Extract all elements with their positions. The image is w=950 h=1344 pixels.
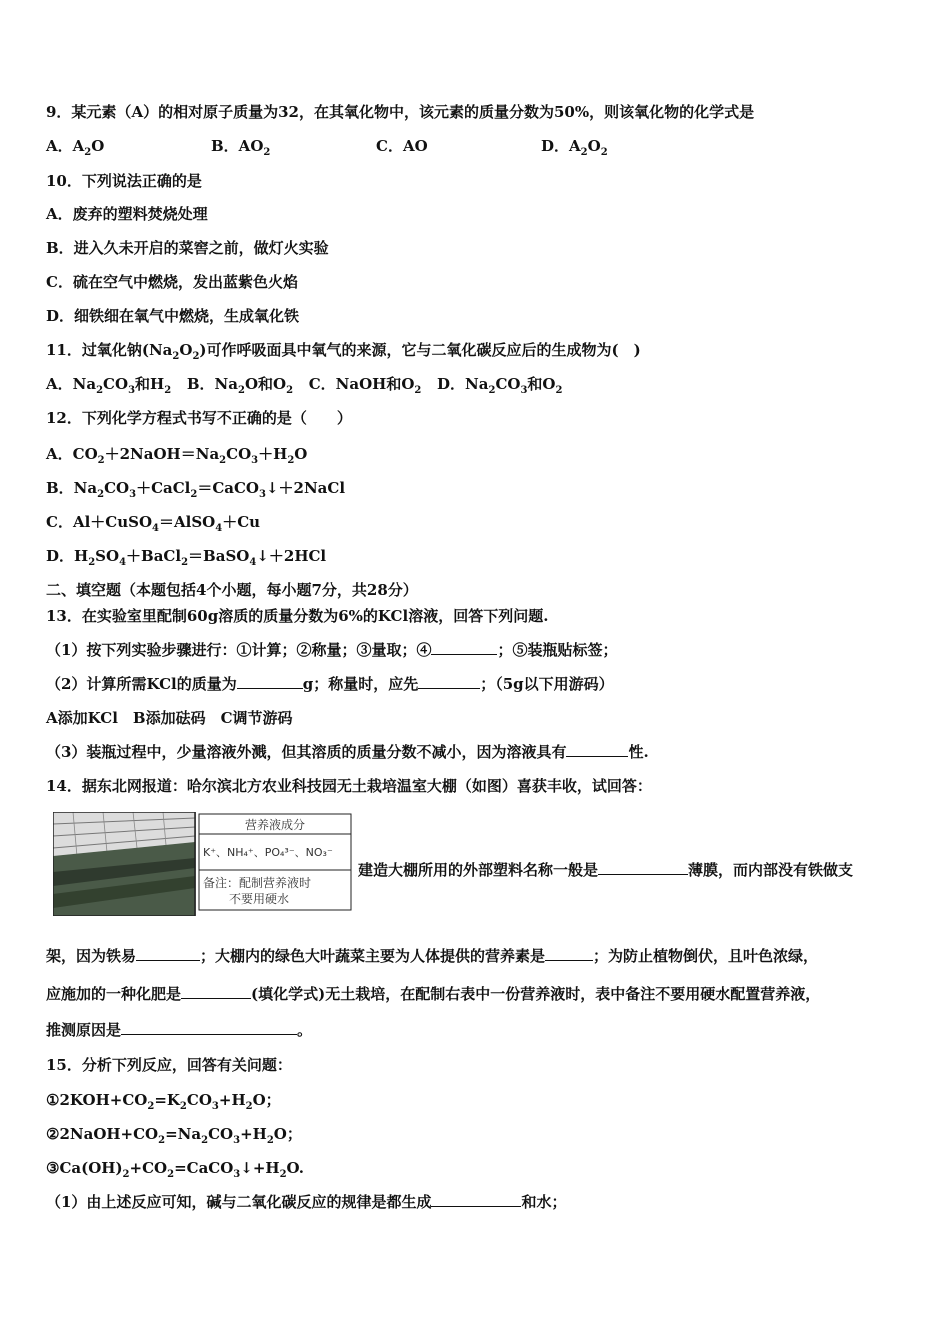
- q14-line-4: 推测原因是 。: [46, 1021, 313, 1039]
- q10-option-b: B．进入久未开启的菜窖之前，做灯火实验: [46, 239, 329, 257]
- q10-option-d: D．细铁细在氧气中燃烧，生成氧化铁: [46, 307, 300, 325]
- q14-blank-4[interactable]: [181, 984, 251, 999]
- q9-stem: 9．某元素（A）的相对原子质量为32，在其氧化物中，该元素的质量分数为50%，则该氧化物的化学式是: [46, 103, 755, 121]
- q13-stem: 13．在实验室里配制60g溶质的质量分数为6%的KCl溶液，回答下列问题.: [46, 607, 549, 625]
- q14-blank-1[interactable]: [598, 860, 688, 875]
- section-heading: 二、填空题（本题包括4个小题，每小题7分，共28分）: [46, 581, 418, 599]
- q14-stem: 14．据东北网报道：哈尔滨北方农业科技园无土栽培温室大棚（如图）喜获丰收，试回答：: [46, 777, 652, 795]
- q15-reaction-1: $①2KOH+CO_2=K_2CO_3+H_2O$；: [46, 1091, 281, 1112]
- q14-line-2: 架，因为铁易 ；大棚内的绿色大叶蔬菜主要为人体提供的营养素是 ；为防止植物倒伏，且叶色浓绿，: [46, 947, 819, 965]
- q14-line-3: 应施加的一种化肥是 (填化学式)无土栽培，在配制右表中一份营养液时，表中备注不要用硬水配置营养液，: [46, 985, 821, 1003]
- q9-option-c: C．AO: [376, 137, 428, 155]
- q9-option-d: D．A: [541, 137, 581, 155]
- q11-options: A．$Na_2CO_3$和$H_2$ B．$Na_2O$和$O_2$ C．NaOH和$O_2$ D．$Na_2CO_3$和$O_2$: [46, 375, 563, 396]
- q14-blank-2[interactable]: [136, 946, 200, 961]
- table-ions: K⁺、NH₄⁺、PO₄³⁻、NO₃⁻: [203, 846, 333, 859]
- q15-reaction-2: $②2NaOH+CO_2=Na_2CO_3+H_2O$；: [46, 1125, 302, 1146]
- q13-blank-2[interactable]: [237, 674, 303, 689]
- q12-option-a: A．$CO_2+2NaOH=Na_2CO_3+H_2O$: [46, 445, 308, 466]
- q14-line-1: 建造大棚所用的外部塑料名称一般是 薄膜，而内部没有铁做支: [358, 861, 854, 879]
- q13-part2-options: A添加KCl B添加砝码 C调节游码: [46, 709, 293, 727]
- q10-option-c: C．硫在空气中燃烧，发出蓝紫色火焰: [46, 273, 298, 291]
- q10-option-a: A．废弃的塑料焚烧处理: [46, 205, 208, 223]
- q13-blank-1[interactable]: [431, 640, 497, 655]
- q15-part1: （1）由上述反应可知，碱与二氧化碳反应的规律是都生成 和水；: [46, 1193, 567, 1211]
- greenhouse-figure: [53, 812, 353, 916]
- table-note-2: 不要用硬水: [229, 892, 290, 906]
- q15-stem: 15．分析下列反应，回答有关问题：: [46, 1056, 292, 1074]
- q9-option-a: A．A: [46, 137, 85, 155]
- q12-stem: 12．下列化学方程式书写不正确的是（ ）: [46, 409, 352, 427]
- q14-blank-5[interactable]: [121, 1020, 297, 1035]
- q15-blank-1[interactable]: [431, 1192, 521, 1207]
- q13-blank-3[interactable]: [418, 674, 480, 689]
- q9-option-b: B．AO: [211, 137, 264, 155]
- q13-part1: （1）按下列实验步骤进行：①计算；②称量；③量取；④ ；⑤装瓶贴标签；: [46, 641, 618, 659]
- q15-reaction-3: $③Ca(OH)_2+CO_2=CaCO_3↓+H_2O$.: [46, 1159, 304, 1180]
- q12-option-d: D．$H_2SO_4+BaCl_2=BaSO_4↓+2HCl$: [46, 547, 327, 568]
- q12-option-c: C．Al＋CuSO$_4$＝AlSO$_4$＋Cu: [46, 513, 261, 534]
- table-note-1: 备注：配制营养液时: [203, 876, 312, 890]
- q12-option-b: B．$Na_2CO_3+CaCl_2=CaCO_3↓+2NaCl$: [46, 479, 346, 500]
- q13-part3: （3）装瓶过程中，少量溶液外溅，但其溶质的质量分数不减小，因为溶液具有 性.: [46, 743, 649, 761]
- table-title: 营养液成分: [244, 818, 305, 832]
- q14-blank-3[interactable]: [545, 946, 593, 961]
- q13-blank-4[interactable]: [566, 742, 628, 757]
- q11-stem: 11．过氧化钠$(Na_2O_2)$可作呼吸面具中氧气的来源，它与二氧化碳反应后的生成物为( ): [46, 341, 641, 362]
- q13-part2: （2）计算所需KCl的质量为 g；称量时，应先 ；（5g以下用游码）: [46, 675, 614, 693]
- q10-stem: 10．下列说法正确的是: [46, 172, 202, 190]
